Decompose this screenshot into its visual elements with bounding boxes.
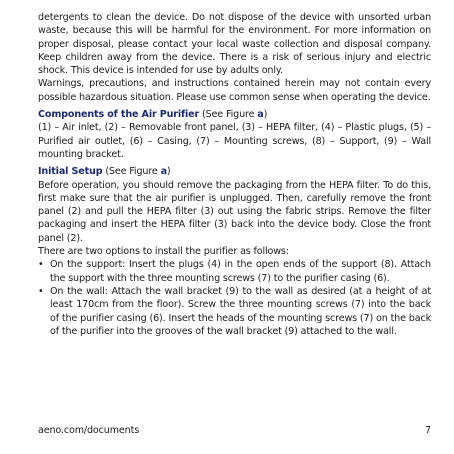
intro-paragraph-disposal: detergents to clean the device. Do not dispose of the device with unsorted urban waste, because this will be harmful for the environment. For more information on proper disposal, please contact your local waste collection and disposal company. Keep children away from the device. There is a risk of serious injury and electric shock. This device is intended for use by adults only. (38, 12, 431, 77)
setup-figref-prefix: (See Figure (102, 166, 161, 178)
bullet-icon: • (38, 285, 44, 297)
setup-heading: Initial Setup (38, 166, 103, 178)
bullet-icon: • (38, 259, 44, 271)
list-item (38, 285, 431, 338)
components-heading-line (38, 108, 431, 121)
install-option-support: On the support: Insert the plugs (4) in the open ends of the support (8). Attach the support with the three mounting screws (7) to the purifier casing (6). (50, 259, 431, 284)
components-figref-suffix: ) (263, 109, 268, 121)
setup-figref-letter: a (160, 166, 167, 178)
setup-heading-line (38, 165, 431, 178)
setup-paragraph-options: There are two options to install the purifier as follows: (38, 246, 289, 258)
setup-paragraph-filter: Before operation, you should remove the packaging from the HEPA filter. To do this, first make sure that the air purifier is unplugged. Then, carefully remove the front panel (2) and pull the HEPA filter (3) out using the fabric strips. Remove the filter packaging and insert the HEPA filter (3) back into the device body. Close the front panel (2). (38, 179, 431, 244)
list-item (38, 258, 431, 285)
components-list-text: (1) – Air inlet, (2) – Removable front panel, (3) – HEPA filter, (4) – Plastic plugs, (5) – Purified air outlet, (6) – Casing, (7) – Mounting screws, (8) – Support, (9) – Wall mounting bracket. (38, 122, 431, 160)
install-option-wall: On the wall: Attach the wall bracket (9) to the wall as desired (at a height of at least 170cm from the floor). Screw the three mounting screws (7) into the back of the purifier casing (6). Insert the heads of the mounting screws (7) on the back of the purifier into the grooves of the wall bracket (9) attached to the wall. (50, 285, 431, 337)
page-number: 7 (425, 425, 431, 436)
components-figref-prefix: (See Figure (199, 109, 258, 121)
setup-figref-suffix: ) (166, 166, 171, 178)
install-options-list (38, 258, 431, 338)
footer-url: aeno.com/documents (38, 425, 140, 436)
components-heading: Components of the Air Purifier (38, 109, 200, 121)
intro-paragraph-warnings: Warnings, precautions, and instructions contained herein may not contain every possible hazardous situation. Please use common sense when operating the device. (38, 78, 431, 103)
components-figref-letter: a (257, 109, 264, 121)
document-page (38, 11, 431, 338)
